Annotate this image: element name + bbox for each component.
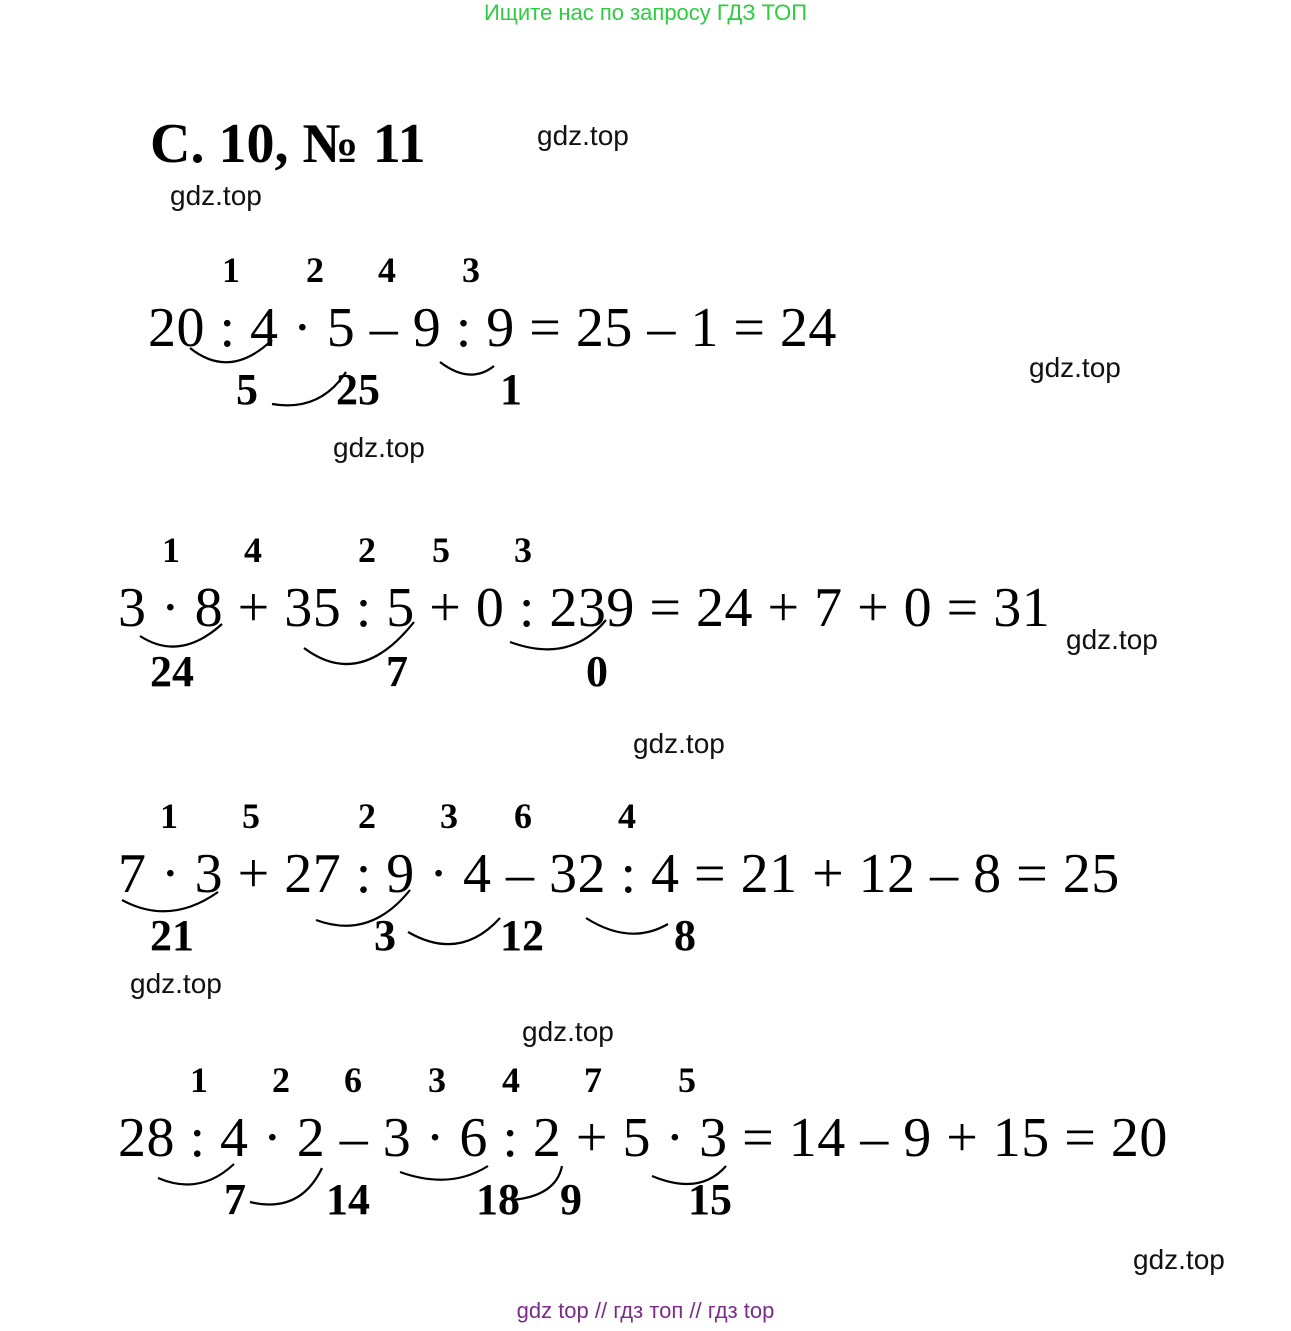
order-mark: 2	[358, 530, 376, 570]
order-mark: 1	[222, 250, 240, 290]
order-mark: 3	[514, 530, 532, 570]
expression: 3 · 8 + 35 : 5 + 0 : 239 = 24 + 7 + 0 = 31	[118, 577, 1051, 639]
intermediate-result: 3	[374, 911, 396, 960]
watermark: gdz.top	[633, 728, 725, 759]
intermediate-result: 18	[476, 1175, 520, 1224]
watermark: gdz.top	[130, 968, 222, 999]
order-mark: 2	[272, 1060, 290, 1100]
order-mark: 5	[432, 530, 450, 570]
expression: 28 : 4 · 2 – 3 · 6 : 2 + 5 · 3 = 14 – 9 + 15 = 20	[118, 1107, 1168, 1169]
intermediate-result: 21	[150, 911, 194, 960]
order-mark: 4	[378, 250, 396, 290]
order-mark: 3	[440, 796, 458, 836]
order-mark: 4	[618, 796, 636, 836]
watermark: gdz.top	[1066, 624, 1158, 655]
intermediate-result: 1	[500, 365, 522, 414]
order-mark: 3	[428, 1060, 446, 1100]
connector-arc	[440, 362, 494, 375]
order-mark: 3	[462, 250, 480, 290]
connector-arc	[408, 918, 500, 944]
order-mark: 6	[514, 796, 532, 836]
intermediate-result: 25	[336, 365, 380, 414]
expression: 7 · 3 + 27 : 9 · 4 – 32 : 4 = 21 + 12 – 8 = 25	[118, 843, 1120, 905]
connector-arc	[250, 1168, 322, 1204]
order-mark: 4	[502, 1060, 520, 1100]
order-mark: 7	[584, 1060, 602, 1100]
intermediate-result: 24	[150, 647, 194, 696]
intermediate-result: 7	[224, 1175, 246, 1224]
watermark: gdz.top	[522, 1016, 614, 1047]
watermark: gdz.top	[1029, 352, 1121, 383]
order-mark: 5	[242, 796, 260, 836]
order-mark: 5	[678, 1060, 696, 1100]
intermediate-result: 9	[560, 1175, 582, 1224]
order-mark: 6	[344, 1060, 362, 1100]
intermediate-result: 15	[688, 1175, 732, 1224]
order-mark: 2	[306, 250, 324, 290]
watermark: gdz.top	[537, 120, 629, 151]
intermediate-result: 5	[236, 365, 258, 414]
intermediate-result: 14	[326, 1175, 370, 1224]
search-hint-banner: Ищите нас по запросу ГДЗ ТОП	[483, 0, 808, 25]
page-title: С. 10, № 11	[150, 113, 426, 175]
expression: 20 : 4 · 5 – 9 : 9 = 25 – 1 = 24	[148, 297, 837, 359]
order-mark: 1	[162, 530, 180, 570]
intermediate-result: 0	[586, 647, 608, 696]
intermediate-result: 7	[386, 647, 408, 696]
intermediate-result: 8	[674, 911, 696, 960]
watermark: gdz.top	[333, 432, 425, 463]
order-mark: 2	[358, 796, 376, 836]
order-mark: 1	[160, 796, 178, 836]
watermark: gdz.top	[1133, 1244, 1225, 1275]
footer-links: gdz top // гдз топ // гдз top	[516, 1298, 775, 1323]
watermark: gdz.top	[170, 180, 262, 211]
connector-arc	[586, 918, 668, 934]
intermediate-result: 12	[500, 911, 544, 960]
order-mark: 1	[190, 1060, 208, 1100]
order-mark: 4	[244, 530, 262, 570]
connector-arc	[272, 372, 346, 405]
